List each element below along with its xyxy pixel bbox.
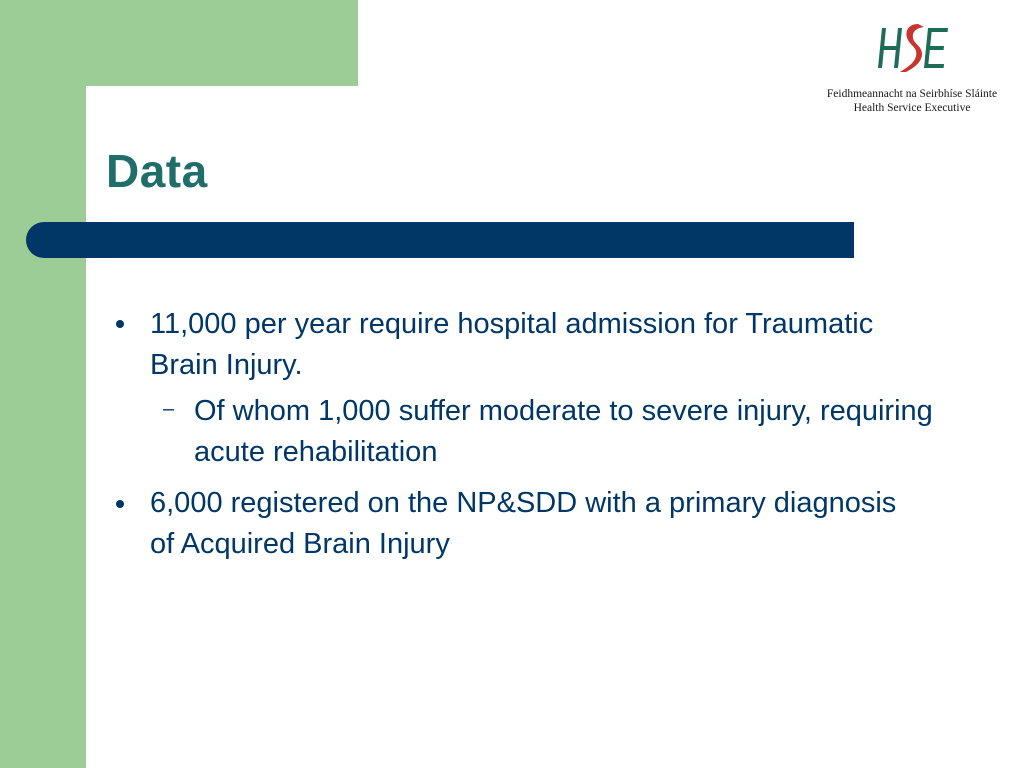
bullet-dot-icon bbox=[116, 500, 124, 508]
bullet-dot-icon bbox=[116, 320, 124, 328]
logo-english-text: Health Service Executive bbox=[853, 102, 971, 114]
bullet-item: 6,000 registered on the NP&SDD with a primary diagnosis of Acquired Brain Injury bbox=[150, 487, 897, 560]
slide-title: Data bbox=[106, 145, 208, 197]
bullet-item: 11,000 per year require hospital admission for Traumatic Brain Injury. bbox=[150, 308, 874, 381]
sub-bullet-item: Of whom 1,000 suffer moderate to severe injury, requiring acute rehabilitation bbox=[194, 395, 933, 468]
sub-bullet-dash-icon: – bbox=[163, 398, 175, 420]
logo-irish-text: Feidhmeannacht na Seirbhíse Sláinte bbox=[826, 88, 998, 100]
